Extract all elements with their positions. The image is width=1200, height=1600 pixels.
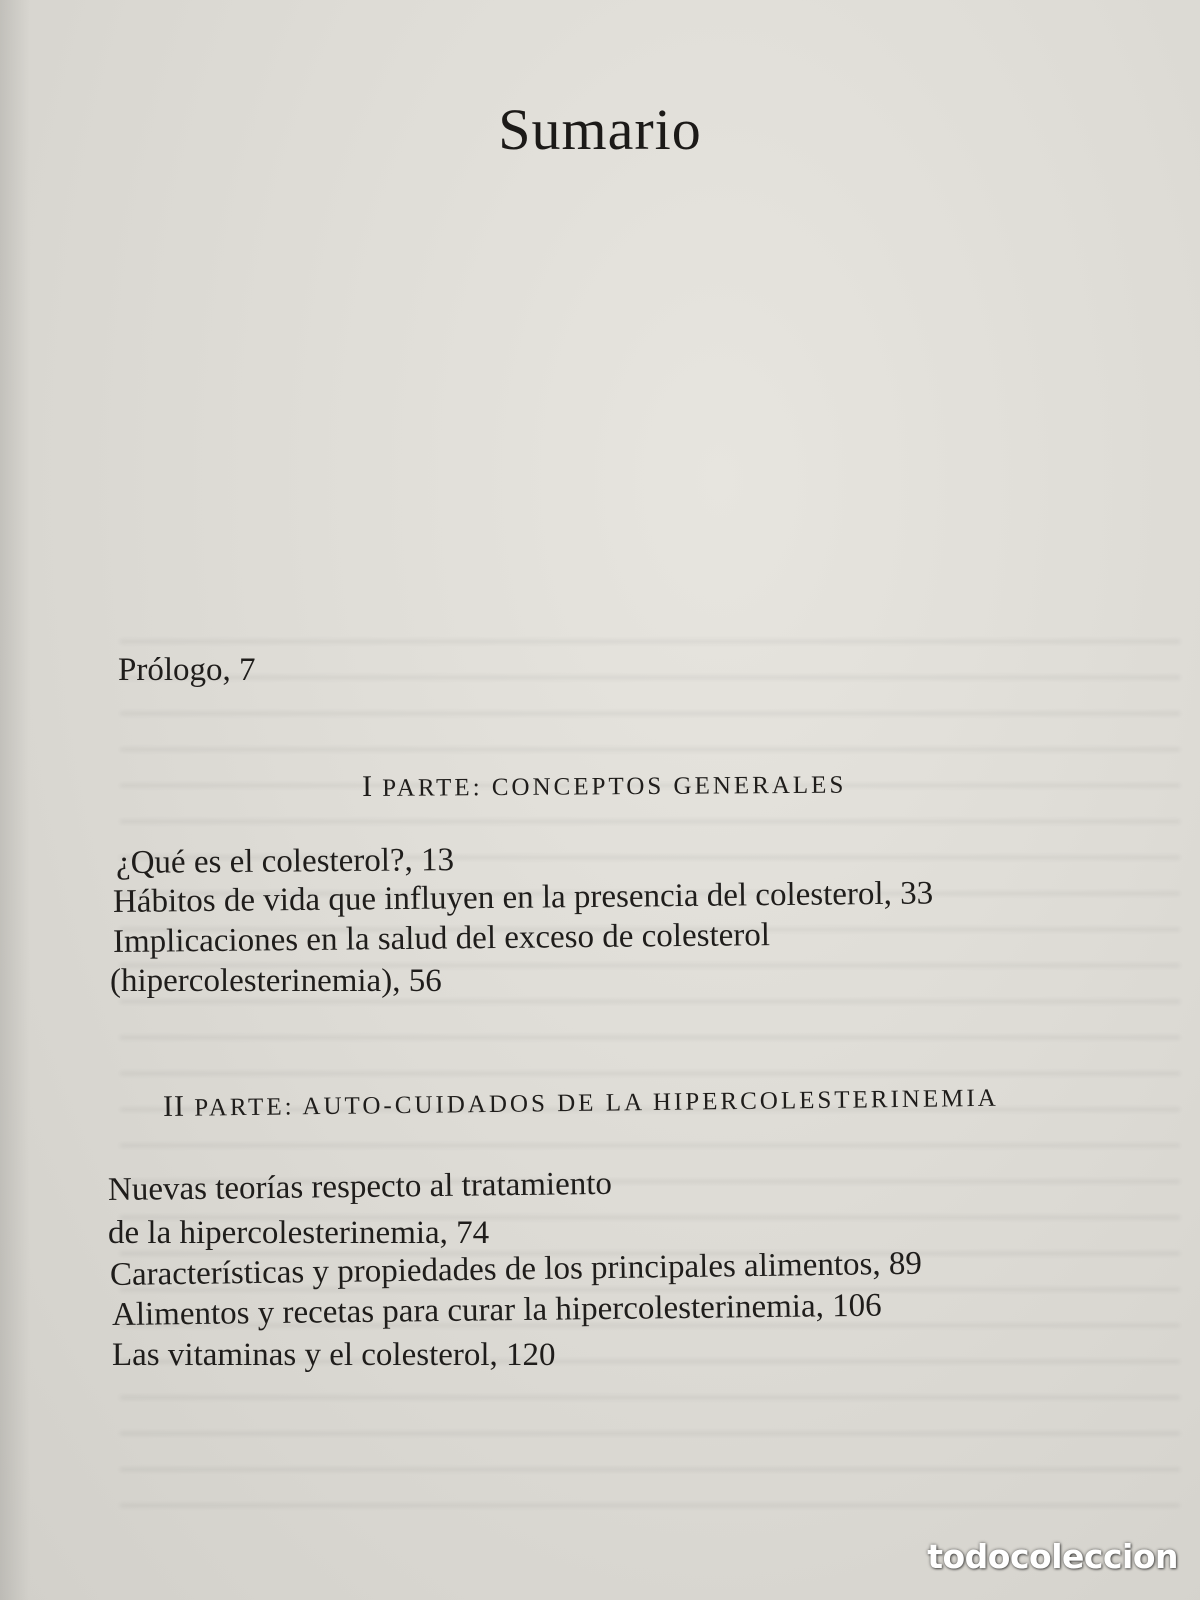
toc-entry-continuation: (hipercolesterinemia), 56 xyxy=(110,963,442,999)
part-1-number: I xyxy=(361,769,374,803)
page-title: Sumario xyxy=(498,97,702,162)
part-1-heading xyxy=(362,767,847,804)
toc-entry: Características y propiedades de los principales alimentos, 89 xyxy=(109,1245,923,1293)
toc-entry-prologue: Prólogo, 7 xyxy=(118,652,256,688)
part-2-heading xyxy=(163,1080,999,1124)
watermark-logo: todocoleccion xyxy=(927,1537,1178,1576)
part-2-number: II xyxy=(162,1089,186,1123)
part-2-title: PARTE: AUTO-CUIDADOS DE LA HIPERCOLESTERINEMIA xyxy=(194,1084,999,1122)
toc-entry: Implicaciones en la salud del exceso de colesterol xyxy=(112,917,771,960)
toc-entry: Hábitos de vida que influyen en la presencia del colesterol, 33 xyxy=(112,875,934,920)
toc-entry: Alimentos y recetas para curar la hipercolesterinemia, 106 xyxy=(111,1287,882,1333)
toc-entry-continuation: de la hipercolesterinemia, 74 xyxy=(108,1215,490,1251)
toc-entry: Nuevas teorías respecto al tratamiento xyxy=(107,1165,613,1208)
part-1-title: PARTE: CONCEPTOS GENERALES xyxy=(382,771,847,802)
toc-entry: ¿Qué es el colesterol?, 13 xyxy=(115,842,455,881)
toc-entry: Las vitaminas y el colesterol, 120 xyxy=(112,1337,556,1373)
